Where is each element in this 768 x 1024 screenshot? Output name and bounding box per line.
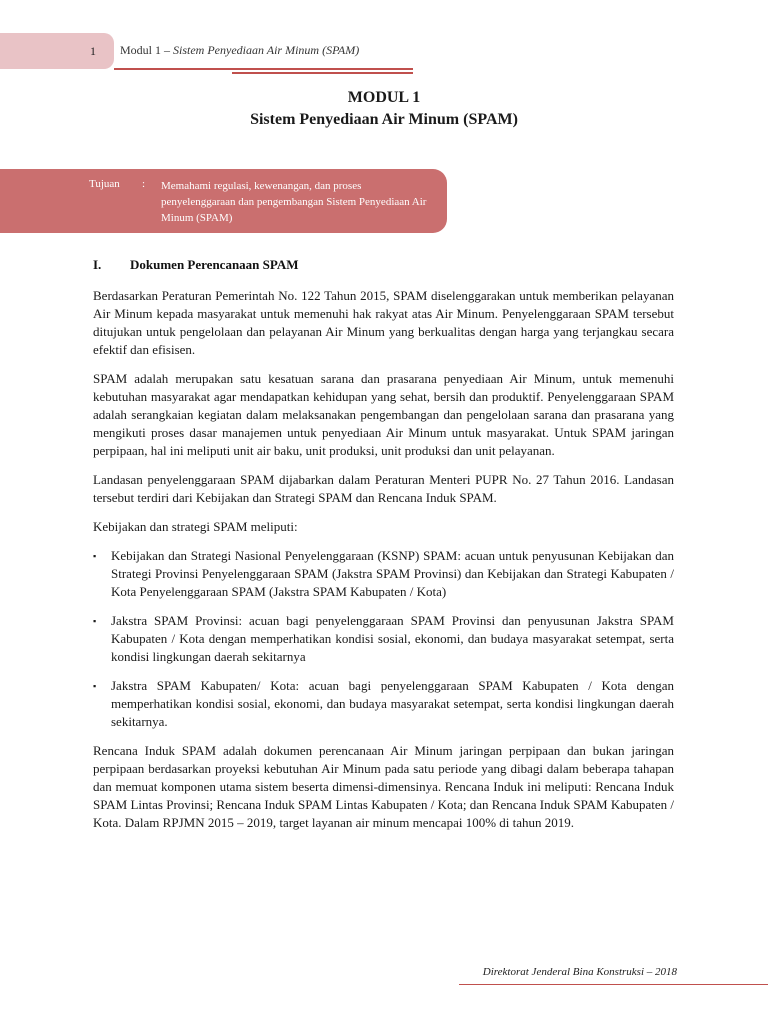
list-item-text: Jakstra SPAM Provinsi: acuan bagi penyelenggaraan SPAM Provinsi dan penyusunan Jakstra SPAM Kabupaten / Kota dengan memperhatikan kondisi sosial, ekonomi, dan budaya masyarakat setempat, serta kondisi lingkungan daerah sekitarnya: [111, 613, 674, 664]
section-heading: [93, 257, 299, 273]
closing-paragraph: Rencana Induk SPAM adalah dokumen perencanaan Air Minum jaringan perpipaan dan bukan jaringan perpipaan berdasarkan proyeksi kebutuhan Air Minum pada satu periode yang dibagi dalam beberapa tahapan dan memuat komponen utama sistem beserta dimensi-dimensinya. Rencana Induk ini meliputi: Rencana Induk SPAM Lintas Provinsi; Rencana Induk SPAM Lintas Kabupaten / Kota; dan Rencana Induk SPAM Kabupaten / Kota. Dalam RPJMN 2015 – 2019, target layanan air minum mencapai 100% di tahun 2019.: [93, 743, 674, 830]
module-subtitle: Sistem Penyediaan Air Minum (SPAM): [250, 111, 518, 128]
list-item-text: Jakstra SPAM Kabupaten/ Kota: acuan bagi penyelenggaraan SPAM Kabupaten / Kota dengan memperhatikan kondisi sosial, ekonomi, dan budaya masyarakat setempat, serta kondisi lingkungan daerah sekitarnya.: [111, 678, 674, 729]
page-number: 1: [90, 44, 96, 58]
running-header-prefix: Modul 1 –: [120, 43, 174, 57]
policy-list: [93, 547, 674, 731]
goal-text: Memahami regulasi, kewenangan, dan proses penyelenggaraan dan pengembangan Sistem Penyediaan Air Minum (SPAM): [161, 180, 427, 224]
paragraph: Kebijakan dan strategi SPAM meliputi:: [93, 519, 298, 534]
bullet-icon: ▪: [93, 616, 97, 626]
paragraph: SPAM adalah merupakan satu kesatuan sarana dan prasarana penyediaan Air Minum, untuk memenuhi kebutuhan masyarakat agar mendapatkan kehidupan yang sehat, bersih dan produktif. Penyelenggaraan SPAM adalah serangkaian kegiatan dalam melaksanakan pengembangan dan pengelolaan sarana dan prasarana yang mengikuti proses dasar manajemen untuk penyediaan Air Minum untuk masyarakat. Untuk SPAM jaringan perpipaan, hal ini meliputi unit air baku, unit produksi, unit produksi dan unit pelayanan.: [93, 371, 674, 458]
bullet-icon: ▪: [93, 681, 97, 691]
section-number: I.: [93, 257, 102, 272]
header-tab: [0, 33, 114, 69]
paragraph: Landasan penyelenggaraan SPAM dijabarkan dalam Peraturan Menteri PUPR No. 27 Tahun 2016. Landasan tersebut terdiri dari Kebijakan dan Strategi SPAM dan Rencana Induk SPAM.: [93, 472, 674, 505]
goal-colon: :: [142, 178, 146, 190]
body-content: [93, 287, 674, 843]
bullet-icon: ▪: [93, 551, 97, 561]
header-rule: [114, 68, 413, 70]
list-item: [93, 612, 674, 666]
section-title: Dokumen Perencanaan SPAM: [130, 257, 299, 272]
running-header: [120, 43, 359, 58]
goal-box: [0, 169, 447, 233]
paragraph: Berdasarkan Peraturan Pemerintah No. 122 Tahun 2015, SPAM diselenggarakan untuk memberikan pelayanan Air Minum kepada masyarakat untuk memenuhi hak rakyat atas Air Minum. Penyelenggaraan SPAM tersebut ditujukan untuk pengelolaan dan pelayanan Air Minum yang berkualitas dengan harga yang terjangkau secara efektif dan efisisen.: [93, 288, 674, 357]
list-item-text: Kebijakan dan Strategi Nasional Penyelenggaraan (KSNP) SPAM: acuan untuk penyusunan Kebijakan dan Strategi Provinsi Penyelenggaraan SPAM (Jakstra SPAM Provinsi) dan Kebijakan dan Strategi Kabupaten / Kota Penyelenggaraan SPAM (Jakstra SPAM Kabupaten / Kota): [111, 548, 674, 599]
list-item: [93, 677, 674, 731]
module-title: MODUL 1: [347, 89, 421, 106]
header-rule-secondary: [232, 72, 413, 74]
goal-label: Tujuan: [89, 178, 120, 190]
list-item: [93, 547, 674, 601]
running-header-subtitle: Sistem Penyediaan Air Minum (SPAM): [173, 43, 360, 57]
footer-rule: [459, 984, 768, 985]
footer-text: Direktorat Jenderal Bina Konstruksi – 2018: [482, 966, 677, 978]
